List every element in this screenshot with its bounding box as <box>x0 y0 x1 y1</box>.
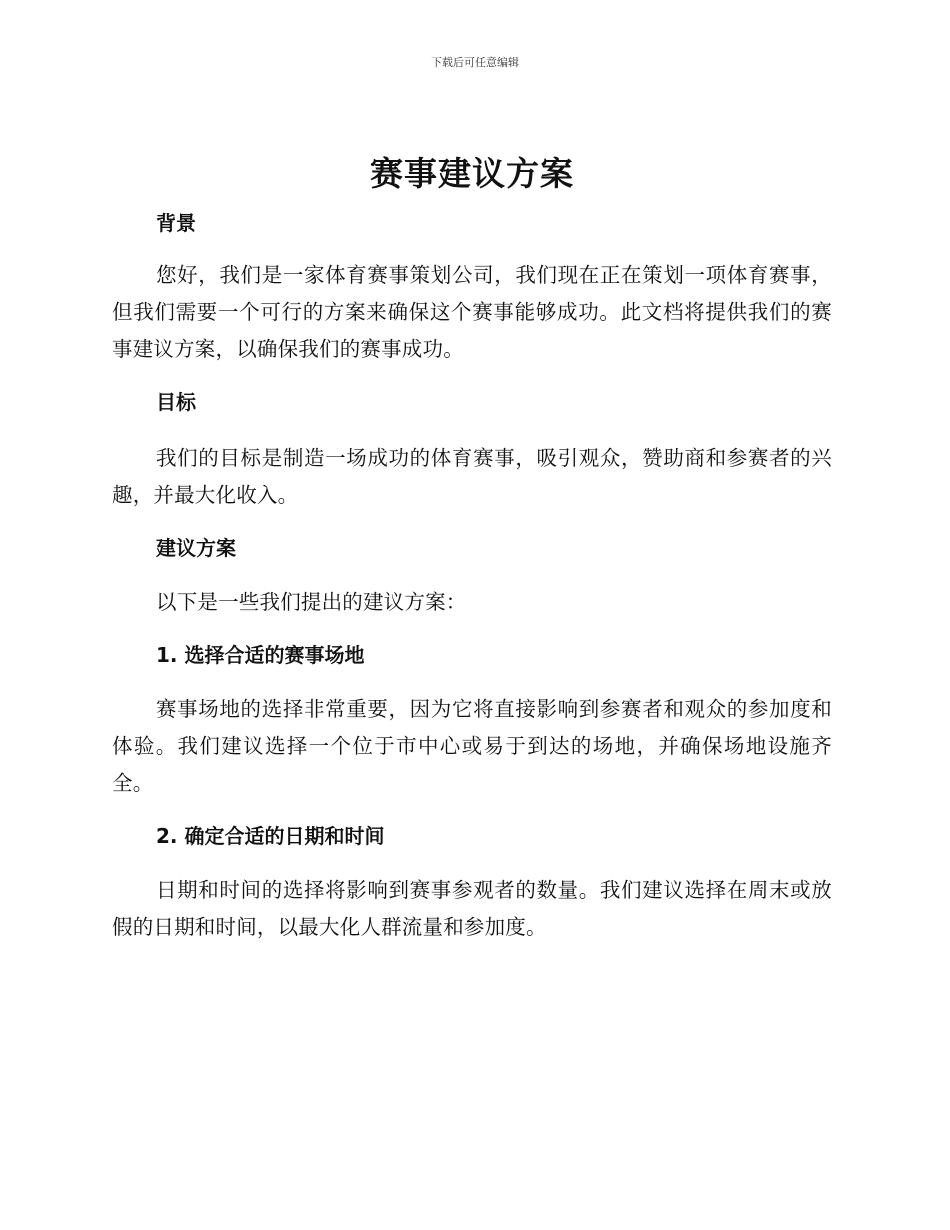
document-body <box>112 148 832 946</box>
section-heading-venue: 1. 选择合适的赛事场地 <box>156 643 365 667</box>
section-heading-background: 背景 <box>156 211 196 235</box>
document-title: 赛事建议方案 <box>370 154 574 193</box>
paragraph-background: 您好，我们是一家体育赛事策划公司，我们现在正在策划一项体育赛事，但我们需要一个可行的方案来确保这个赛事能够成功。此文档将提供我们的赛事建议方案，以确保我们的赛事成功。 <box>112 263 832 361</box>
paragraph-plan-intro: 以下是一些我们提出的建议方案： <box>156 590 467 614</box>
section-heading-plan: 建议方案 <box>156 536 236 560</box>
section-heading-date-time: 2. 确定合适的日期和时间 <box>156 824 385 848</box>
section-heading-goal: 目标 <box>156 390 196 414</box>
paragraph-date-time: 日期和时间的选择将影响到赛事参观者的数量。我们建议选择在周末或放假的日期和时间，以最大化人群流量和参加度。 <box>112 878 832 939</box>
paragraph-venue: 赛事场地的选择非常重要，因为它将直接影响到参赛者和观众的参加度和体验。我们建议选择一个位于市中心或易于到达的场地，并确保场地设施齐全。 <box>112 697 832 795</box>
header-note: 下载后可任意编辑 <box>431 56 519 69</box>
paragraph-goal: 我们的目标是制造一场成功的体育赛事，吸引观众，赞助商和参赛者的兴趣，并最大化收入。 <box>112 446 832 507</box>
